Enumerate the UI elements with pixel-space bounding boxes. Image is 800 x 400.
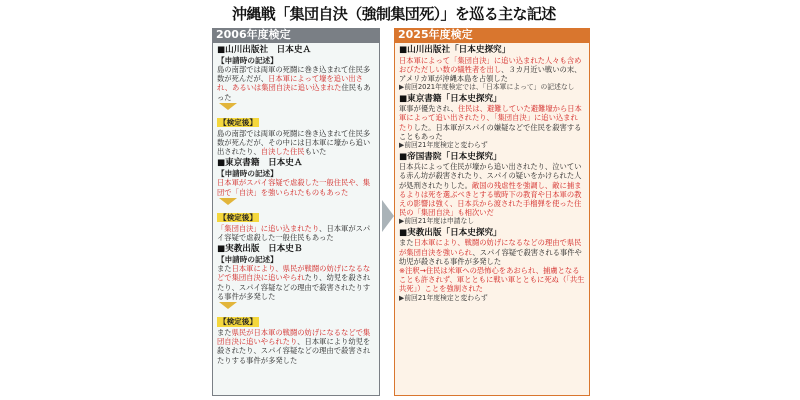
after-label-wrap bbox=[217, 110, 375, 129]
entry-text bbox=[399, 56, 585, 84]
previous-check-note: ▶前回21年度は申請なし bbox=[399, 217, 475, 226]
textbook-entry bbox=[399, 228, 585, 302]
textbook-entry bbox=[399, 152, 585, 226]
publisher-heading: ■帝国書院「日本史探究」 bbox=[399, 151, 502, 162]
highlighted-text: 県民が日本軍の戦闘の妨げになるなどで集団自決に追いやられたり bbox=[217, 328, 371, 347]
highlighted-text: 「集団自決」に追い込まれたり bbox=[217, 223, 320, 233]
body-text: たり、幼児を殺されたり、スパイ容疑などの理由で殺害されたりする事件が多発した bbox=[217, 273, 371, 301]
textbook-entry bbox=[217, 158, 375, 242]
application-text bbox=[217, 178, 375, 196]
column-2006 bbox=[212, 28, 380, 396]
column-header-2025: 2025年度検定 bbox=[394, 28, 590, 42]
after-label-wrap bbox=[217, 309, 375, 328]
textbook-entry bbox=[399, 45, 585, 92]
highlighted-text: 自決した住民 bbox=[260, 147, 305, 157]
page-title: 沖縄戦「集団自決（強制集団死）」を巡る主な記述 bbox=[232, 5, 556, 23]
previous-check-note: ▶前回2021年度検定では、「日本軍によって」の記述なし bbox=[399, 83, 575, 92]
textbook-entry bbox=[217, 45, 375, 156]
down-arrow-icon bbox=[219, 198, 237, 205]
body-text: もいた bbox=[304, 147, 327, 157]
highlighted-text: 日本軍により、県民が戦闘の妨げになるなどで集団自決に追いやられ bbox=[217, 264, 371, 283]
body-text: 住民もあった bbox=[217, 83, 371, 102]
after-label-wrap bbox=[217, 205, 375, 224]
body-text: 島の南部では両軍の死闘に巻き込まれて住民多数が死んだが、 bbox=[217, 65, 371, 84]
entry-text bbox=[399, 104, 585, 141]
textbook-entry bbox=[399, 94, 585, 150]
body-text: 、日本軍により幼児を殺されたり、スパイ容疑などの理由で殺害されたりする事件が多発した bbox=[217, 337, 371, 365]
after-check-text bbox=[217, 224, 375, 242]
textbook-entry bbox=[217, 244, 375, 365]
column-header-2006: 2006年度検定 bbox=[212, 28, 380, 42]
annotation-text bbox=[399, 266, 585, 294]
application-text bbox=[217, 65, 375, 102]
previous-check-note: ▶前回21年度検定と変わらず bbox=[399, 141, 488, 150]
highlighted-text: 日本軍によって「集団自決」に追い込まれた人々も含めおびただしい数の犠牲者を出し bbox=[399, 55, 582, 74]
after-check-label: 【検定後】 bbox=[219, 117, 257, 127]
publisher-heading: ■実教出版 日本史Ｂ bbox=[217, 244, 303, 255]
column-2025 bbox=[394, 28, 590, 396]
publisher-heading: ■山川出版社 日本史Ａ bbox=[217, 45, 312, 55]
column-body-2006 bbox=[212, 42, 380, 396]
application-label: 【申請時の記述】 bbox=[217, 168, 278, 178]
body-text: 、日本軍がスパイ容疑で虐殺した一般住民もあった bbox=[217, 223, 371, 243]
highlighted-text: 日本軍により、戦闘の妨げになるなどの理由で県民が集団自決を強いられ bbox=[399, 238, 582, 257]
body-text: した。日本軍がスパイの嫌疑などで住民を殺害することもあった bbox=[399, 122, 582, 141]
publisher-heading: ■東京書籍「日本史探究」 bbox=[399, 93, 502, 104]
publisher-heading: ■東京書籍 日本史Ａ bbox=[217, 158, 303, 169]
highlighted-text: 日本軍によって壕を追い出され、あるいは集団自決に追い込まれた bbox=[217, 74, 363, 93]
publisher-heading: ■山川出版社「日本史探究」 bbox=[399, 45, 511, 55]
entry-text bbox=[399, 238, 585, 266]
after-check-text bbox=[217, 328, 375, 365]
previous-check-note: ▶前回21年度検定と変わらず bbox=[399, 293, 488, 302]
highlighted-text: 住民は、避難していた避難壕から日本軍によって追い出されたり、「集団自決」に追い込まれたり bbox=[399, 104, 582, 132]
body-text: 軍事が優先され、 bbox=[399, 104, 458, 114]
application-label: 【申請時の記述】 bbox=[217, 55, 278, 65]
body-text: また bbox=[399, 238, 414, 248]
body-text: また bbox=[217, 264, 232, 274]
highlighted-text: 日本軍がスパイ容疑で虐殺した一般住民や、集団で「自決」を強いられたものもあった bbox=[217, 178, 371, 197]
body-text: 島の南部では両軍の死闘に巻き込まれて住民多数が死んだが、その中には日本軍に壕から追い出されたり、 bbox=[217, 128, 371, 157]
application-text bbox=[217, 264, 375, 301]
entry-text bbox=[399, 162, 585, 217]
down-arrow-icon bbox=[219, 103, 237, 110]
after-check-label: 【検定後】 bbox=[219, 317, 257, 327]
body-text: 日本兵によって住民が壕から追い出されたり、泣いている赤ん坊が殺害されたり、スパイの疑いをかけられた人が処刑されたりした。 bbox=[399, 162, 582, 190]
body-text: 、スパイ容疑で殺害される事件や幼児が殺される事件が多発した bbox=[399, 247, 582, 266]
after-check-text bbox=[217, 129, 375, 157]
publisher-heading: ■実教出版「日本史探究」 bbox=[399, 227, 502, 238]
highlighted-text: ※注釈→住民は米軍への恐怖心をあおられ、捕虜となることも許されず、軍とともに戦い軍とともに死ぬ（「共生共死」）ことを強制された bbox=[399, 266, 585, 294]
right-arrow-icon bbox=[382, 200, 394, 232]
body-text: 、３カ月近い戦いの末、アメリカ軍が沖縄本島を占領した bbox=[399, 64, 582, 83]
after-check-label: 【検定後】 bbox=[219, 212, 257, 222]
column-body-2025 bbox=[394, 42, 590, 396]
highlighted-text: 敵国の残虐性を強調し、敵に捕まるよりは死を選ぶべきとする戦時下の教育や日本軍の教えの影響は強く、日本兵から渡された手榴弾を使った住民の「集団自決」も相次いだ bbox=[399, 180, 582, 218]
body-text: また bbox=[217, 328, 232, 338]
down-arrow-icon bbox=[219, 302, 237, 309]
application-label: 【申請時の記述】 bbox=[217, 254, 278, 264]
